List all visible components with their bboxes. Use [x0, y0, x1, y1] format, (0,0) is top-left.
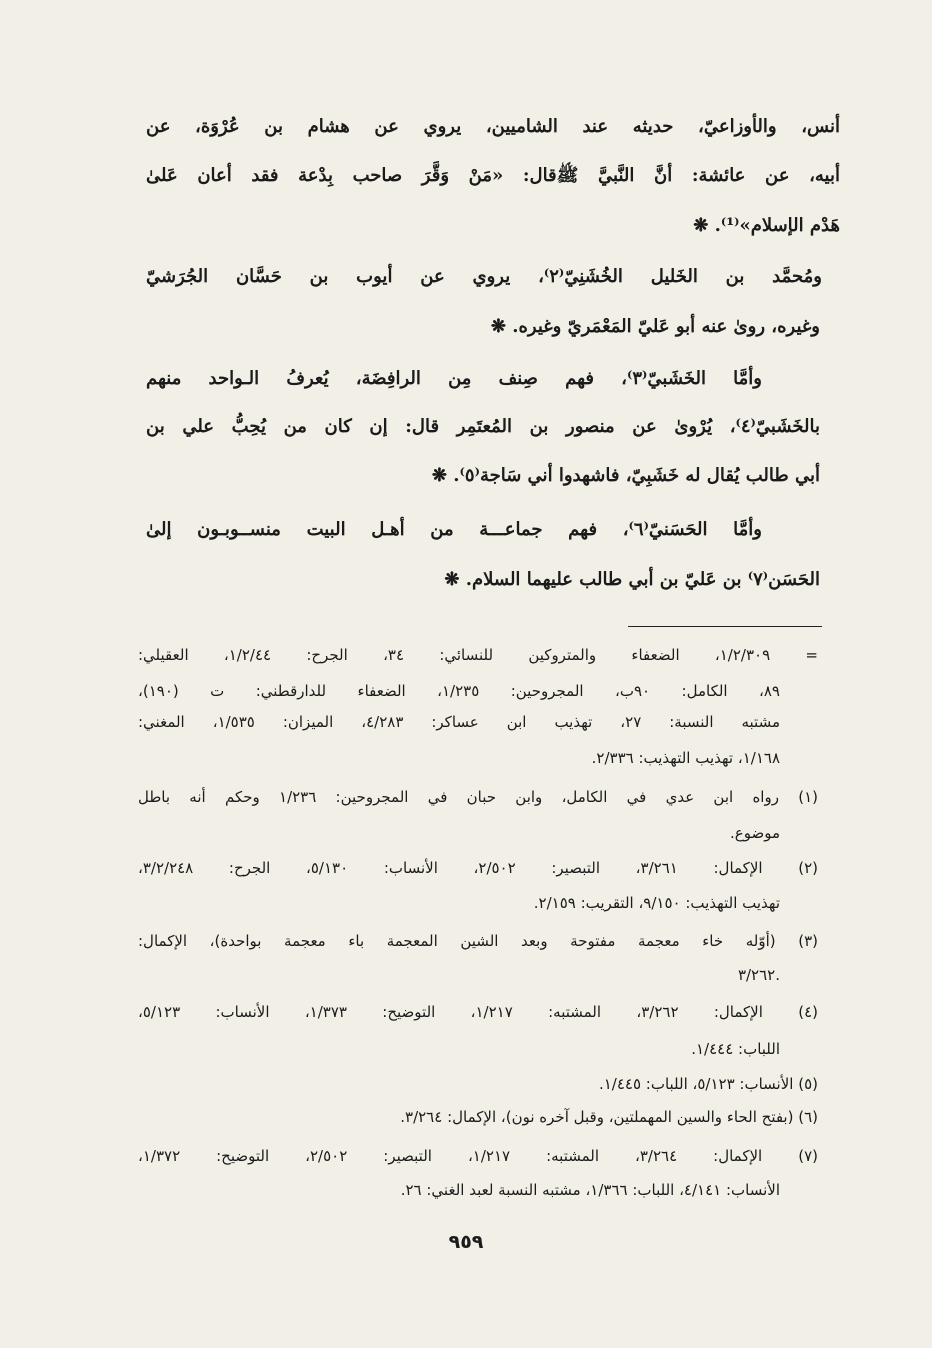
main-line: وغيره، رویٰ عنه أبو عَليّ المَعْمَريّ وغيره. ❋	[490, 316, 820, 337]
footnote-line: اللباب: ١/٤٤٤.	[691, 1040, 780, 1058]
footnote-line: (٥) الأنساب: ٥/١٢٣، اللباب: ١/٤٤٥.	[598, 1075, 818, 1093]
footnote-line: (٣) (أوّله خاء معجمة مفتوحة وبعد الشين المعجمة باء معجمة بواحدة)، الإكمال:	[138, 932, 818, 950]
main-line: أبيه، عن عائشة: أنَّ النَّبيَّ ﷺقال: «مَنْ وَقَّرَ صاحب بِدْعة فقد أعان عَلىٰ	[146, 165, 840, 186]
footnote-line: (٤) الإكمال: ٣/٢٦٢، المشتبه: ١/٢١٧، التوضيح: ١/٣٧٣، الأنساب: ٥/١٢٣،	[138, 1003, 819, 1021]
main-line: وأمَّا الحَسَنيّ⁽٦⁾، فهم جماعـــة من أهـل البيت منســوبـون إلىٰ	[146, 519, 762, 540]
footnote-line: (٢) الإكمال: ٣/٢٦١، التبصير: ٢/٥٠٢، الأنساب: ٥/١٣٠، الجرح: ٣/٢/٢٤٨،	[138, 859, 819, 877]
footnote-line: (١) رواه ابن عدي في الكامل، وابن حبان في المجروحين: ١/٢٣٦ وحكم أنه باطل	[138, 788, 818, 806]
main-line: هَدْم الإسلام»⁽¹⁾. ❋	[693, 215, 840, 236]
main-line: وأمَّا الخَشَبيّ⁽٣⁾، فهم صِنف مِن الرافِضَة، يُعرفُ الـواحد منهم	[146, 368, 762, 389]
page-number: ٩٥٩	[448, 1231, 484, 1253]
footnote-line: مشتبه النسبة: ٢٧، تهذيب ابن عساكر: ٤/٢٨٣، الميزان: ١/٥٣٥، المغني:	[138, 713, 781, 731]
main-line: أبي طالب يُقال له خَشَبِيّ، فاشهدوا أني سَاجة⁽٥⁾. ❋	[431, 465, 820, 486]
footnote-line: ٨٩، الكامل: ٩٠ب، المجروحين: ١/٢٣٥، الضعفاء للدارقطني: ت (١٩٠)،	[138, 682, 780, 700]
footnote-line: = ١/٢/٣٠٩، الضعفاء والمتروكين للنسائي: ٣٤، الجرح: ١/٢/٤٤، العقيلي:	[138, 646, 818, 664]
main-line: بالخَشَبيّ⁽٤⁾، يُرْوىٰ عن منصور بن المُعتَمِر قال: إن كان من يُحِبُّ علي بن	[146, 416, 820, 437]
footnote-separator	[628, 626, 822, 627]
footnote-line: تهذيب التهذيب: ٩/١٥٠، التقريب: ٢/١٥٩.	[533, 894, 780, 912]
footnote-line: ٣/٢٦٢.	[737, 966, 780, 984]
main-line: الحَسَن⁽٧⁾ بن عَليّ بن أبي طالب عليهما السلام. ❋	[444, 569, 820, 590]
main-line: ومُحمَّد بن الخَليل الخُشَنِيّ⁽٢⁾، يروي عن أيوب بن حَسَّان الجُرَشيّ	[146, 266, 822, 287]
footnote-line: (٦) (بفتح الحاء والسين المهملتين، وقبل آخره نون)، الإكمال: ٣/٢٦٤.	[400, 1108, 818, 1126]
footnote-line: الأنساب: ٤/١٤١، اللباب: ١/٣٦٦، مشتبه النسبة لعبد الغني: ٢٦.	[400, 1181, 780, 1199]
footnote-line: (٧) الإكمال: ٣/٢٦٤، المشتبه: ١/٢١٧، التبصير: ٢/٥٠٢، التوضيح: ١/٣٧٢،	[138, 1147, 818, 1165]
main-line: أنس، والأوزاعيّ، حديثه عند الشاميين، يروي عن هشام بن عُرْوَة، عن	[146, 116, 840, 137]
footnote-line: ١/١٦٨، تهذيب التهذيب: ٢/٣٣٦.	[591, 749, 780, 767]
footnote-line: موضوع.	[730, 824, 780, 842]
